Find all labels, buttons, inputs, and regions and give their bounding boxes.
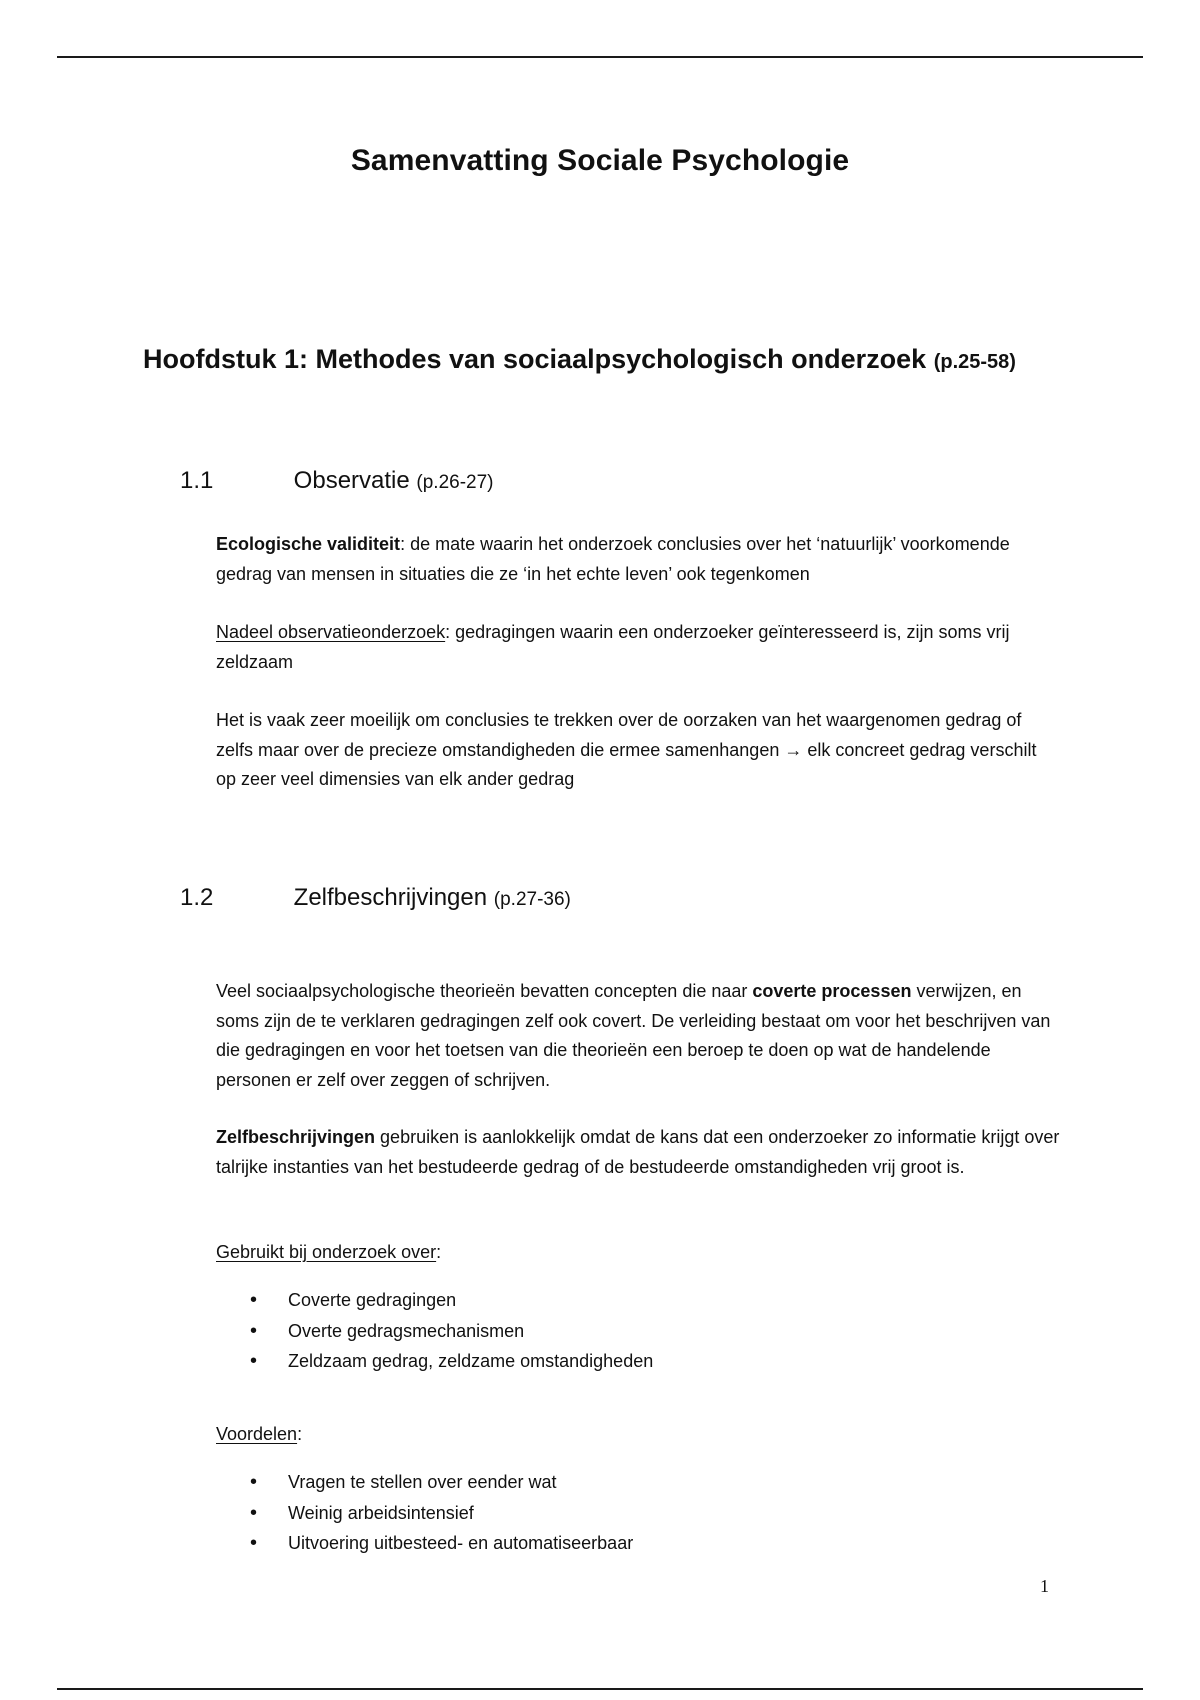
- list-item: • Zeldzaam gedrag, zeldzame omstandigheden: [250, 1346, 653, 1377]
- section-pages: (p.26-27): [416, 472, 494, 493]
- list-heading-gebruikt: [216, 1238, 1061, 1268]
- paragraph-text: gebruiken is aanlokkelijk omdat de kans dat een onderzoeker zo informatie krijgt over talrijke instanties van het bestudeerde gedrag of de bestudeerde omstandigheden vrij groot is.: [216, 1127, 1060, 1177]
- paragraph-ecologische-validiteit: [216, 530, 1061, 589]
- paragraph-text: Veel sociaalpsychologische theorieën bevatten concepten die naar: [216, 981, 753, 1001]
- bullet-list-gebruikt: [250, 1285, 653, 1377]
- paragraph-text: : gedragingen waarin een onderzoeker geïnteresseerd is, zijn soms vrij zeldzaam: [216, 622, 1010, 672]
- list-heading-voordelen: [216, 1420, 1061, 1450]
- term-nadeel-observatieonderzoek: Nadeel observatieonderzoek: [216, 622, 446, 642]
- page-number: 1: [1040, 1576, 1049, 1596]
- section-pages: (p.27-36): [493, 889, 571, 910]
- bottom-rule: [57, 1688, 1143, 1690]
- bullet-list-voordelen: [250, 1467, 633, 1559]
- paragraph-zelfbeschrijvingen: [216, 1123, 1061, 1182]
- section-title: Observatie: [293, 467, 410, 494]
- list-heading-suffix: :: [297, 1424, 303, 1444]
- paragraph-text: verwijzen, en soms zijn de te verklaren gedragingen zelf ook covert. De verleiding bestaat om voor het beschrijven van die gedragingen en voor het toetsen van die theorieën een beroep te doen op wat de handelende personen er zelf over zeggen of schrijven.: [216, 981, 1051, 1090]
- term-coverte-processen: coverte processen: [752, 981, 912, 1001]
- section-number: 1.1: [180, 467, 214, 494]
- list-item: • Uitvoering uitbesteed- en automatiseerbaar: [250, 1528, 633, 1559]
- paragraph-nadeel-observatieonderzoek: [216, 618, 1061, 677]
- chapter-heading: [143, 344, 1016, 375]
- chapter-title: Hoofdstuk 1: Methodes van sociaalpsychologisch onderzoek: [143, 344, 927, 374]
- paragraph-text: : de mate waarin het onderzoek conclusies over het ‘natuurlijk’ voorkomende gedrag van mensen in situaties die ze ‘in het echte leven’ ook tegenkomen: [216, 534, 1010, 584]
- section-number: 1.2: [180, 884, 214, 911]
- section-heading-zelfbeschrijvingen: [180, 884, 571, 912]
- document-title: Samenvatting Sociale Psychologie: [350, 144, 850, 177]
- top-rule: [57, 56, 1143, 58]
- term-zelfbeschrijvingen: Zelfbeschrijvingen: [216, 1127, 376, 1147]
- paragraph-coverte-processen: [216, 977, 1061, 1095]
- list-heading-suffix: :: [436, 1242, 442, 1262]
- list-heading-label: Gebruikt bij onderzoek over: [216, 1242, 437, 1262]
- chapter-pages: (p.25-58): [933, 351, 1016, 373]
- paragraph-conclusies: [216, 706, 1061, 795]
- list-item: • Vragen te stellen over eender wat: [250, 1467, 633, 1498]
- section-heading-observatie: [180, 467, 494, 495]
- section-title: Zelfbeschrijvingen: [293, 884, 488, 911]
- list-item: • Coverte gedragingen: [250, 1285, 653, 1316]
- list-item: • Overte gedragsmechanismen: [250, 1316, 653, 1347]
- paragraph-text: Het is vaak zeer moeilijk om conclusies te trekken over de oorzaken van het waargenomen gedrag of zelfs maar over de precieze omstandigheden die ermee samenhangen → elk concreet gedrag verschilt op zeer veel dimensies van elk ander gedrag: [216, 710, 1037, 789]
- list-item: • Weinig arbeidsintensief: [250, 1498, 633, 1529]
- list-heading-label: Voordelen: [216, 1424, 298, 1444]
- term-ecologische-validiteit: Ecologische validiteit: [216, 534, 401, 554]
